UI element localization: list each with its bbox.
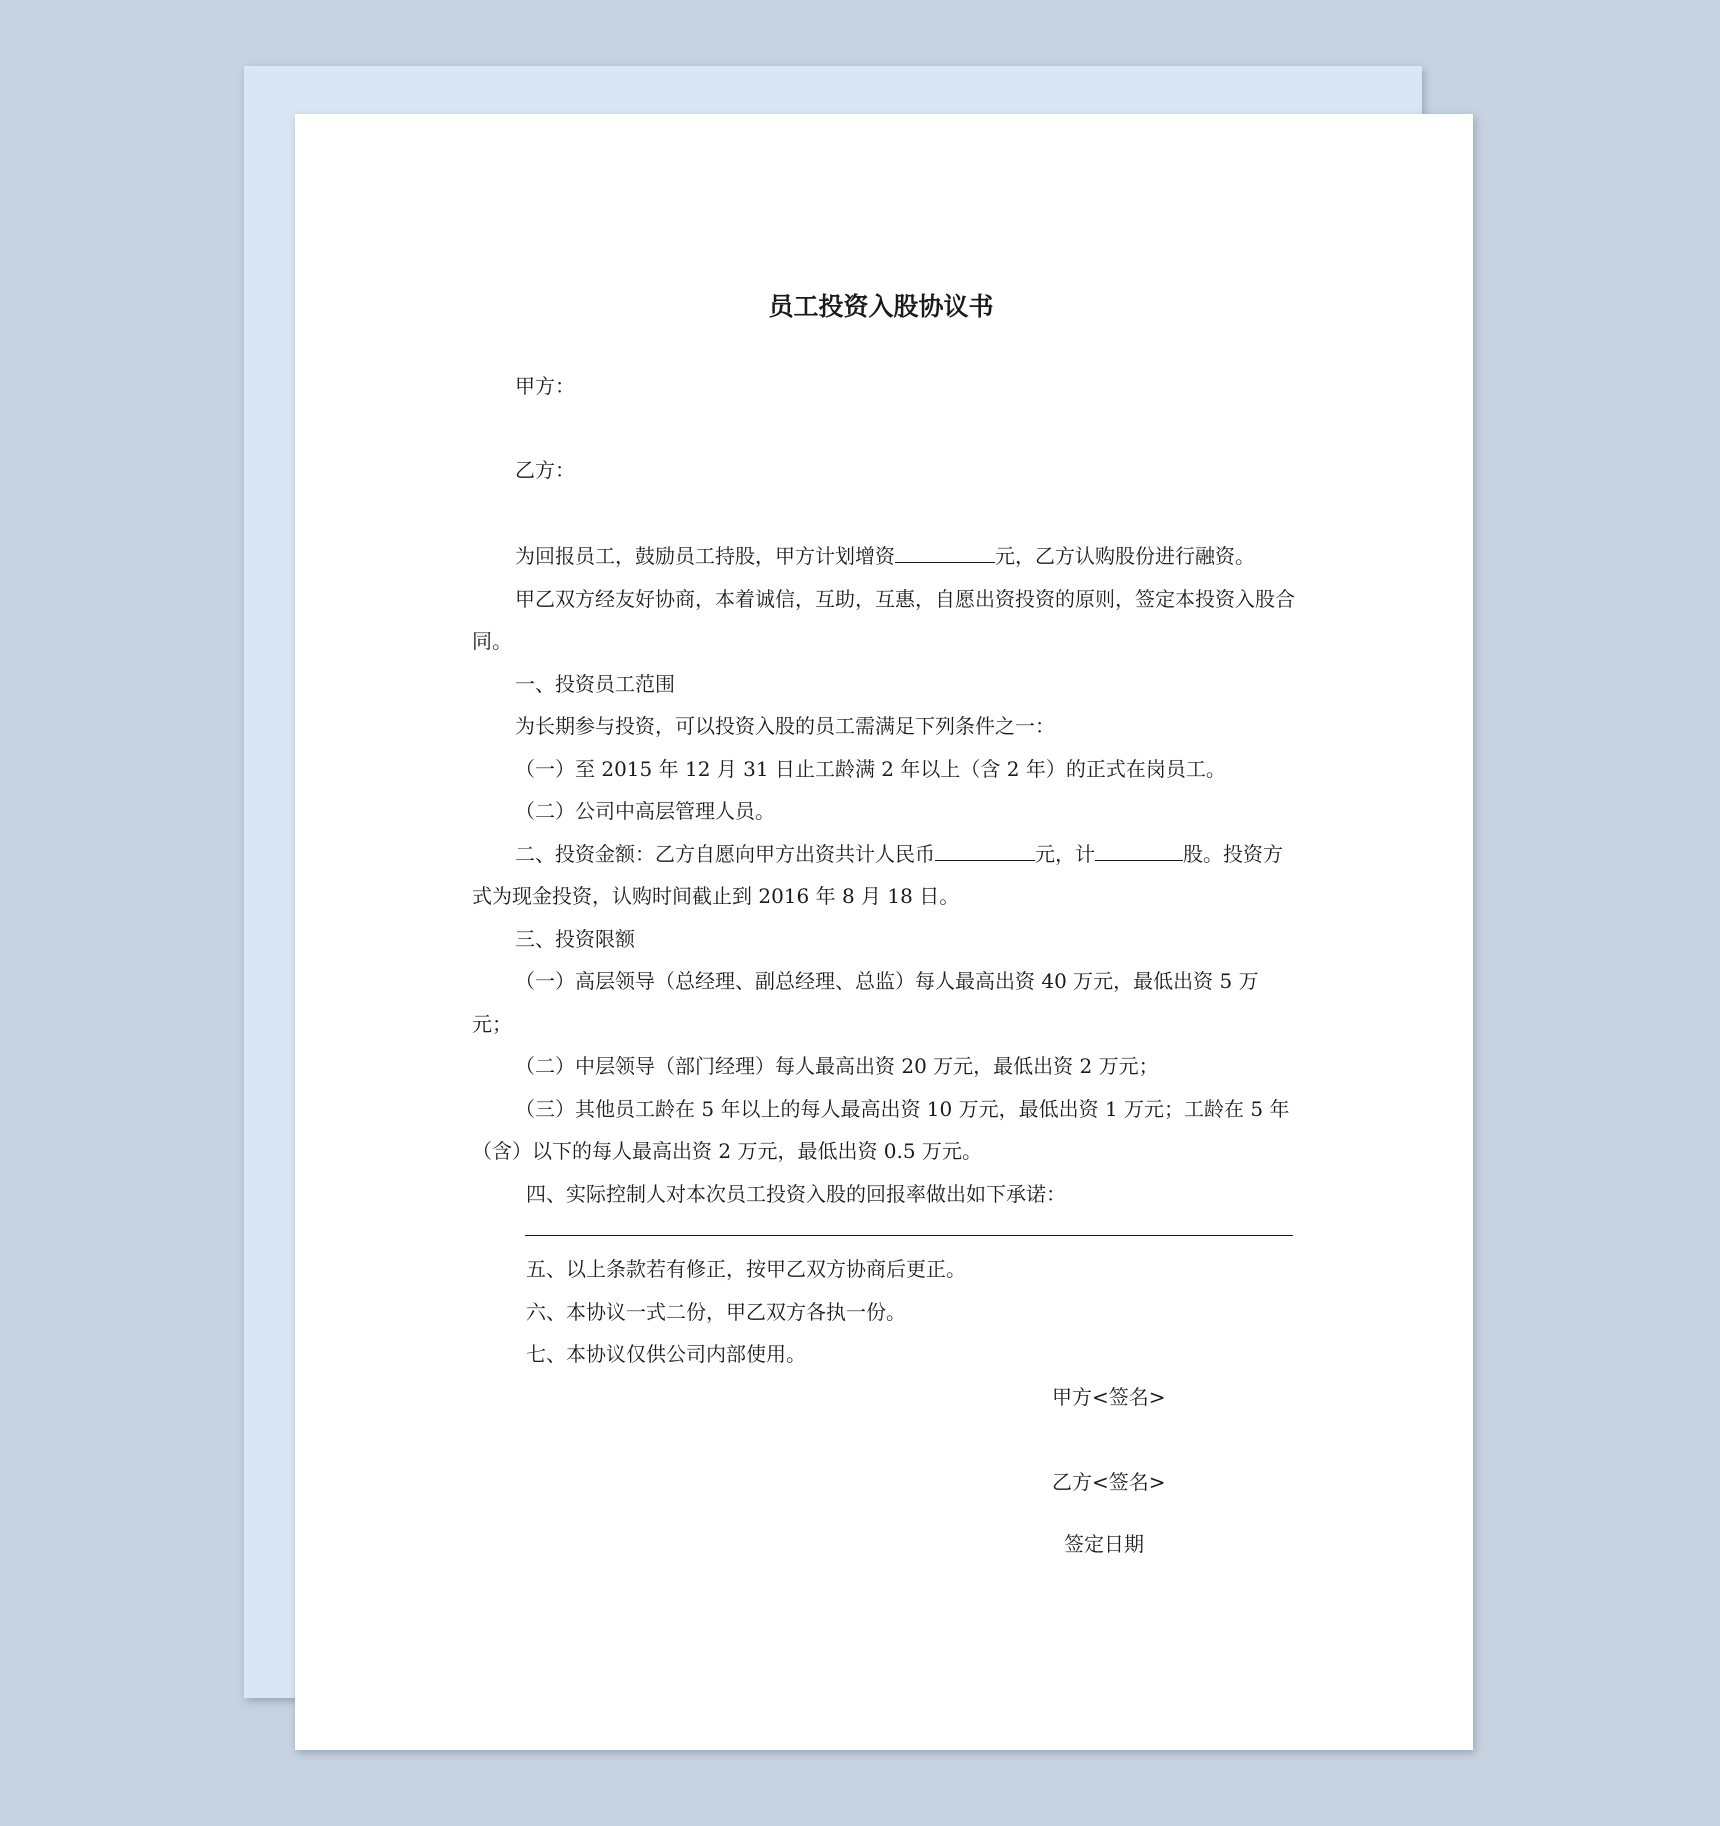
document-title: 员工投资入股协议书 xyxy=(768,292,994,321)
section-1-body: 为长期参与投资，可以投资入股的员工需满足下列条件之一： xyxy=(515,714,1055,738)
section-3-item-1: （一）高层领导（总经理、副总经理、总监）每人最高出资 40 万元，最低出资 5 万元； xyxy=(472,969,1259,1036)
section-2-text-b: 元，计 xyxy=(1035,841,1095,866)
section-3-item-2: （二）中层领导（部门经理）每人最高出资 20 万元，最低出资 2 万元； xyxy=(515,1054,1159,1078)
intro-1-text-after: 元，乙方认购股份进行融资。 xyxy=(995,544,1255,568)
party-a-label: 甲方： xyxy=(515,374,575,398)
section-2-text-a: 二、投资金额：乙方自愿向甲方出资共计人民币 xyxy=(515,841,935,866)
section-2-paragraph xyxy=(472,833,1298,918)
section-5-text: 五、以上条款若有修正，按甲乙双方协商后更正。 xyxy=(526,1257,966,1281)
intro-paragraph-2: 甲乙双方经友好协商，本着诚信，互助，互惠，自愿出资投资的原则，签定本投资入股合同。 xyxy=(472,586,1295,653)
section-3-item-3: （三）其他员工龄在 5 年以上的每人最高出资 10 万元，最低出资 1 万元；工龄在 5 年（含）以下的每人最高出资 2 万元，最低出资 0.5 万元。 xyxy=(472,1096,1290,1163)
section-1-title: 一、投资员工范围 xyxy=(515,671,675,696)
party-a-signature: 甲方<签名> xyxy=(1052,1384,1166,1409)
party-b-label: 乙方： xyxy=(515,458,575,482)
intro-paragraph-1 xyxy=(472,535,1298,578)
commitment-fill-line xyxy=(525,1221,1293,1236)
capital-increase-blank xyxy=(895,540,995,563)
section-7-text: 七、本协议仅供公司内部使用。 xyxy=(526,1342,806,1366)
section-1-item-1: （一）至 2015 年 12 月 31 日止工龄满 2 年以上（含 2 年）的正式在岗员工。 xyxy=(515,756,1226,781)
share-count-blank xyxy=(1095,838,1183,861)
section-6-text: 六、本协议一式二份，甲乙双方各执一份。 xyxy=(526,1299,906,1324)
section-1-item-2: （二）公司中高层管理人员。 xyxy=(515,799,775,823)
intro-1-text-before: 为回报员工，鼓励员工持股，甲方计划增资 xyxy=(515,544,895,568)
signing-date-label: 签定日期 xyxy=(1064,1531,1144,1556)
section-4-text: 四、实际控制人对本次员工投资入股的回报率做出如下承诺： xyxy=(526,1181,1066,1206)
investment-amount-blank xyxy=(935,838,1035,861)
agreement-document xyxy=(472,275,1298,1565)
section-3-title: 三、投资限额 xyxy=(515,926,635,951)
section-2-text-c: 股。投资方式为现金投资，认购时间截止到 2016 年 8 月 18 日。 xyxy=(472,841,1283,908)
party-b-signature: 乙方<签名> xyxy=(1052,1469,1166,1494)
